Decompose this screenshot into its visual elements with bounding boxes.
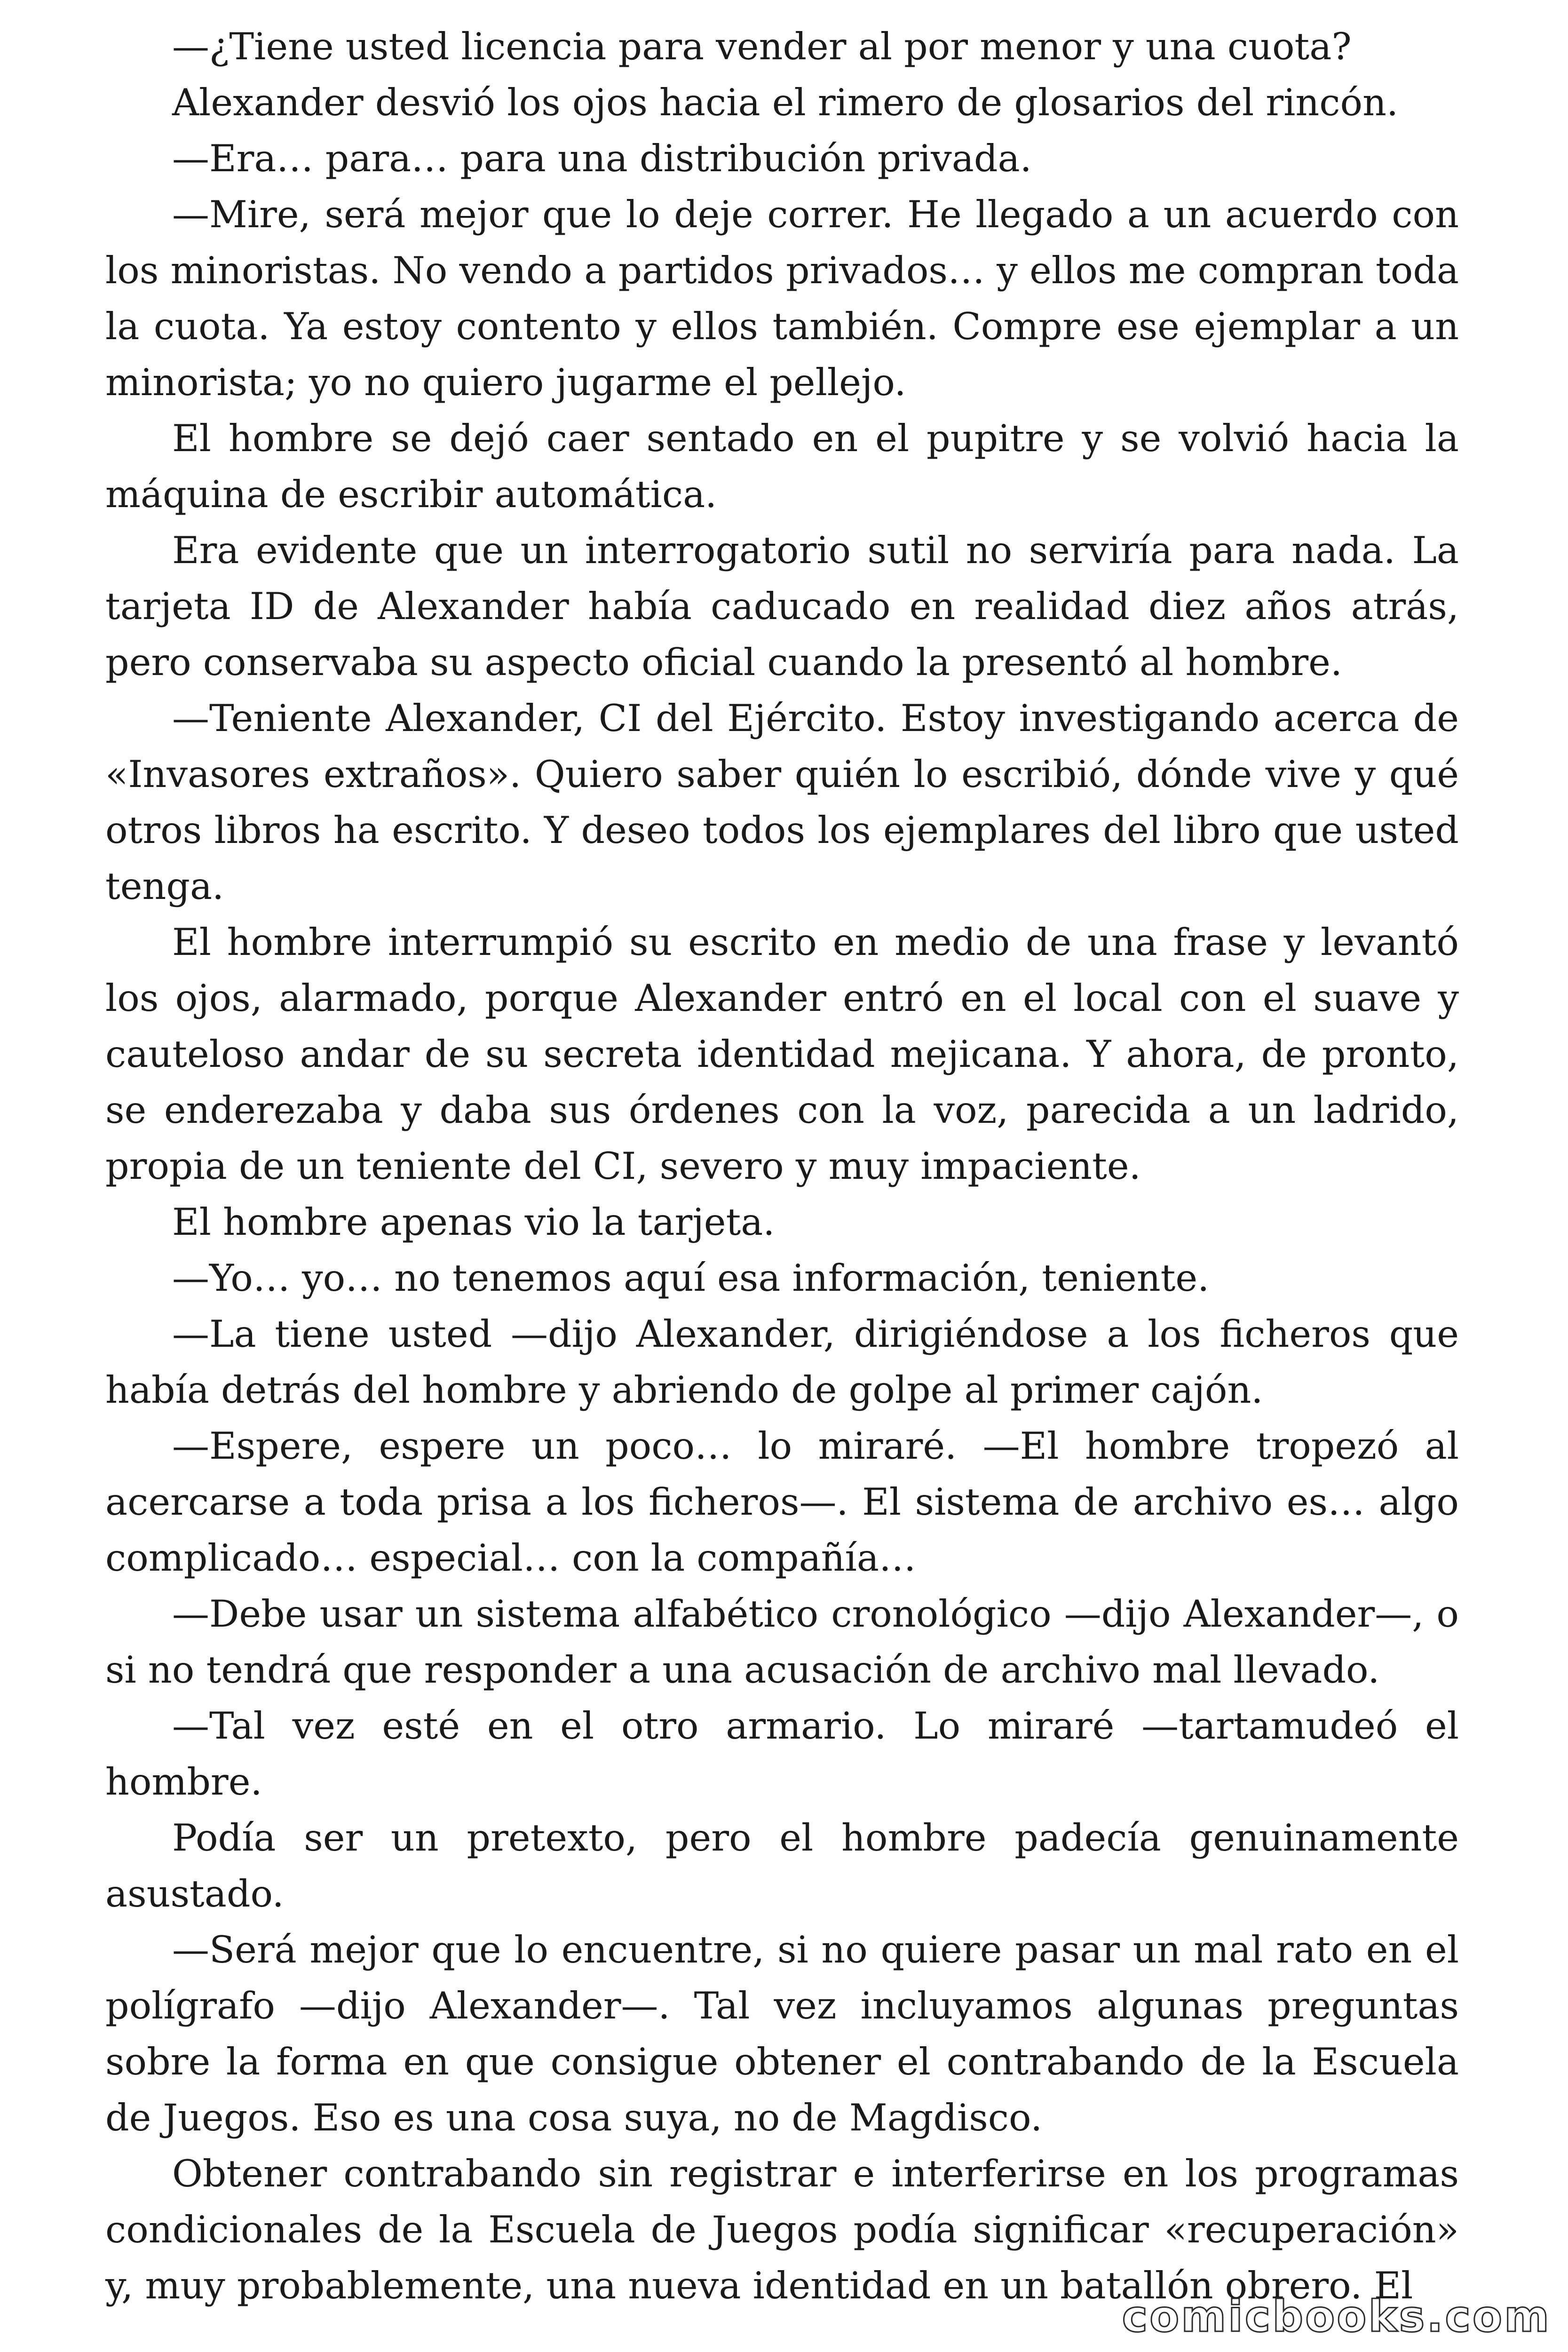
book-page-text bbox=[105, 19, 1459, 2314]
paragraph: Era evidente que un interrogatorio sutil no serviría para nada. La tarjeta ID de Alexander había caducado en realidad diez años atrás, pero conservaba su aspecto oficial cuando la presentó al hombre. bbox=[105, 529, 1459, 684]
paragraph: El hombre se dejó caer sentado en el pupitre y se volvió hacia la máquina de escribir automática. bbox=[105, 417, 1459, 516]
paragraph: Obtener contrabando sin registrar e interferirse en los programas condicionales de la Escuela de Juegos podía significar «recuperación» y, muy probablemente, una nueva identidad en un batallón obrero. El bbox=[105, 2152, 1459, 2307]
paragraph: —Era… para… para una distribución privada. bbox=[172, 137, 1032, 180]
paragraph: —Mire, será mejor que lo deje correr. He llegado a un acuerdo con los minoristas. No vendo a partidos privados… y ellos me compran toda la cuota. Ya estoy contento y ellos también. Compre ese ejemplar a un minorista; yo no quiero jugarme el pellejo. bbox=[105, 193, 1459, 404]
paragraph: Alexander desvió los ojos hacia el rimero de glosarios del rincón. bbox=[172, 81, 1399, 124]
paragraph: —¿Tiene usted licencia para vender al por menor y una cuota? bbox=[172, 25, 1352, 68]
paragraph: El hombre interrumpió su escrito en medio de una frase y levantó los ojos, alarmado, porque Alexander entró en el local con el suave y cauteloso andar de su secreta identidad mejicana. Y ahora, de pronto, se enderezaba y daba sus órdenes con la voz, parecida a un ladrido, propia de un teniente del CI, severo y muy impaciente. bbox=[105, 921, 1459, 1188]
paragraph: —Tal vez esté en el otro armario. Lo miraré —tartamudeó el hombre. bbox=[105, 1704, 1459, 1804]
paragraph: Podía ser un pretexto, pero el hombre padecía genuinamente asustado. bbox=[105, 1816, 1459, 1915]
paragraph: —Espere, espere un poco… lo miraré. —El hombre tropezó al acercarse a toda prisa a los ficheros—. El sistema de archivo es… algo complicado… especial… con la compañía… bbox=[105, 1424, 1459, 1580]
paragraph: —Debe usar un sistema alfabético cronológico —dijo Alexander—, o si no tendrá que responder a una acusación de archivo mal llevado. bbox=[105, 1592, 1459, 1692]
paragraph: —La tiene usted —dijo Alexander, dirigiéndose a los ficheros que había detrás del hombre y abriendo de golpe al primer cajón. bbox=[105, 1312, 1459, 1412]
site-watermark: comicbooks.com bbox=[1122, 2291, 1551, 2342]
paragraph: El hombre apenas vio la tarjeta. bbox=[172, 1200, 775, 1244]
paragraph: —Teniente Alexander, CI del Ejército. Estoy investigando acerca de «Invasores extraños». Quiero saber quién lo escribió, dónde vive y qué otros libros ha escrito. Y deseo todos los ejemplares del libro que usted tenga. bbox=[105, 697, 1459, 908]
paragraph: —Será mejor que lo encuentre, si no quiere pasar un mal rato en el polígrafo —dijo Alexander—. Tal vez incluyamos algunas preguntas sobre la forma en que consigue obtener el contrabando de la Escuela de Juegos. Eso es una cosa suya, no de Magdisco. bbox=[105, 1928, 1459, 2139]
paragraph: —Yo… yo… no tenemos aquí esa información, teniente. bbox=[172, 1256, 1210, 1300]
